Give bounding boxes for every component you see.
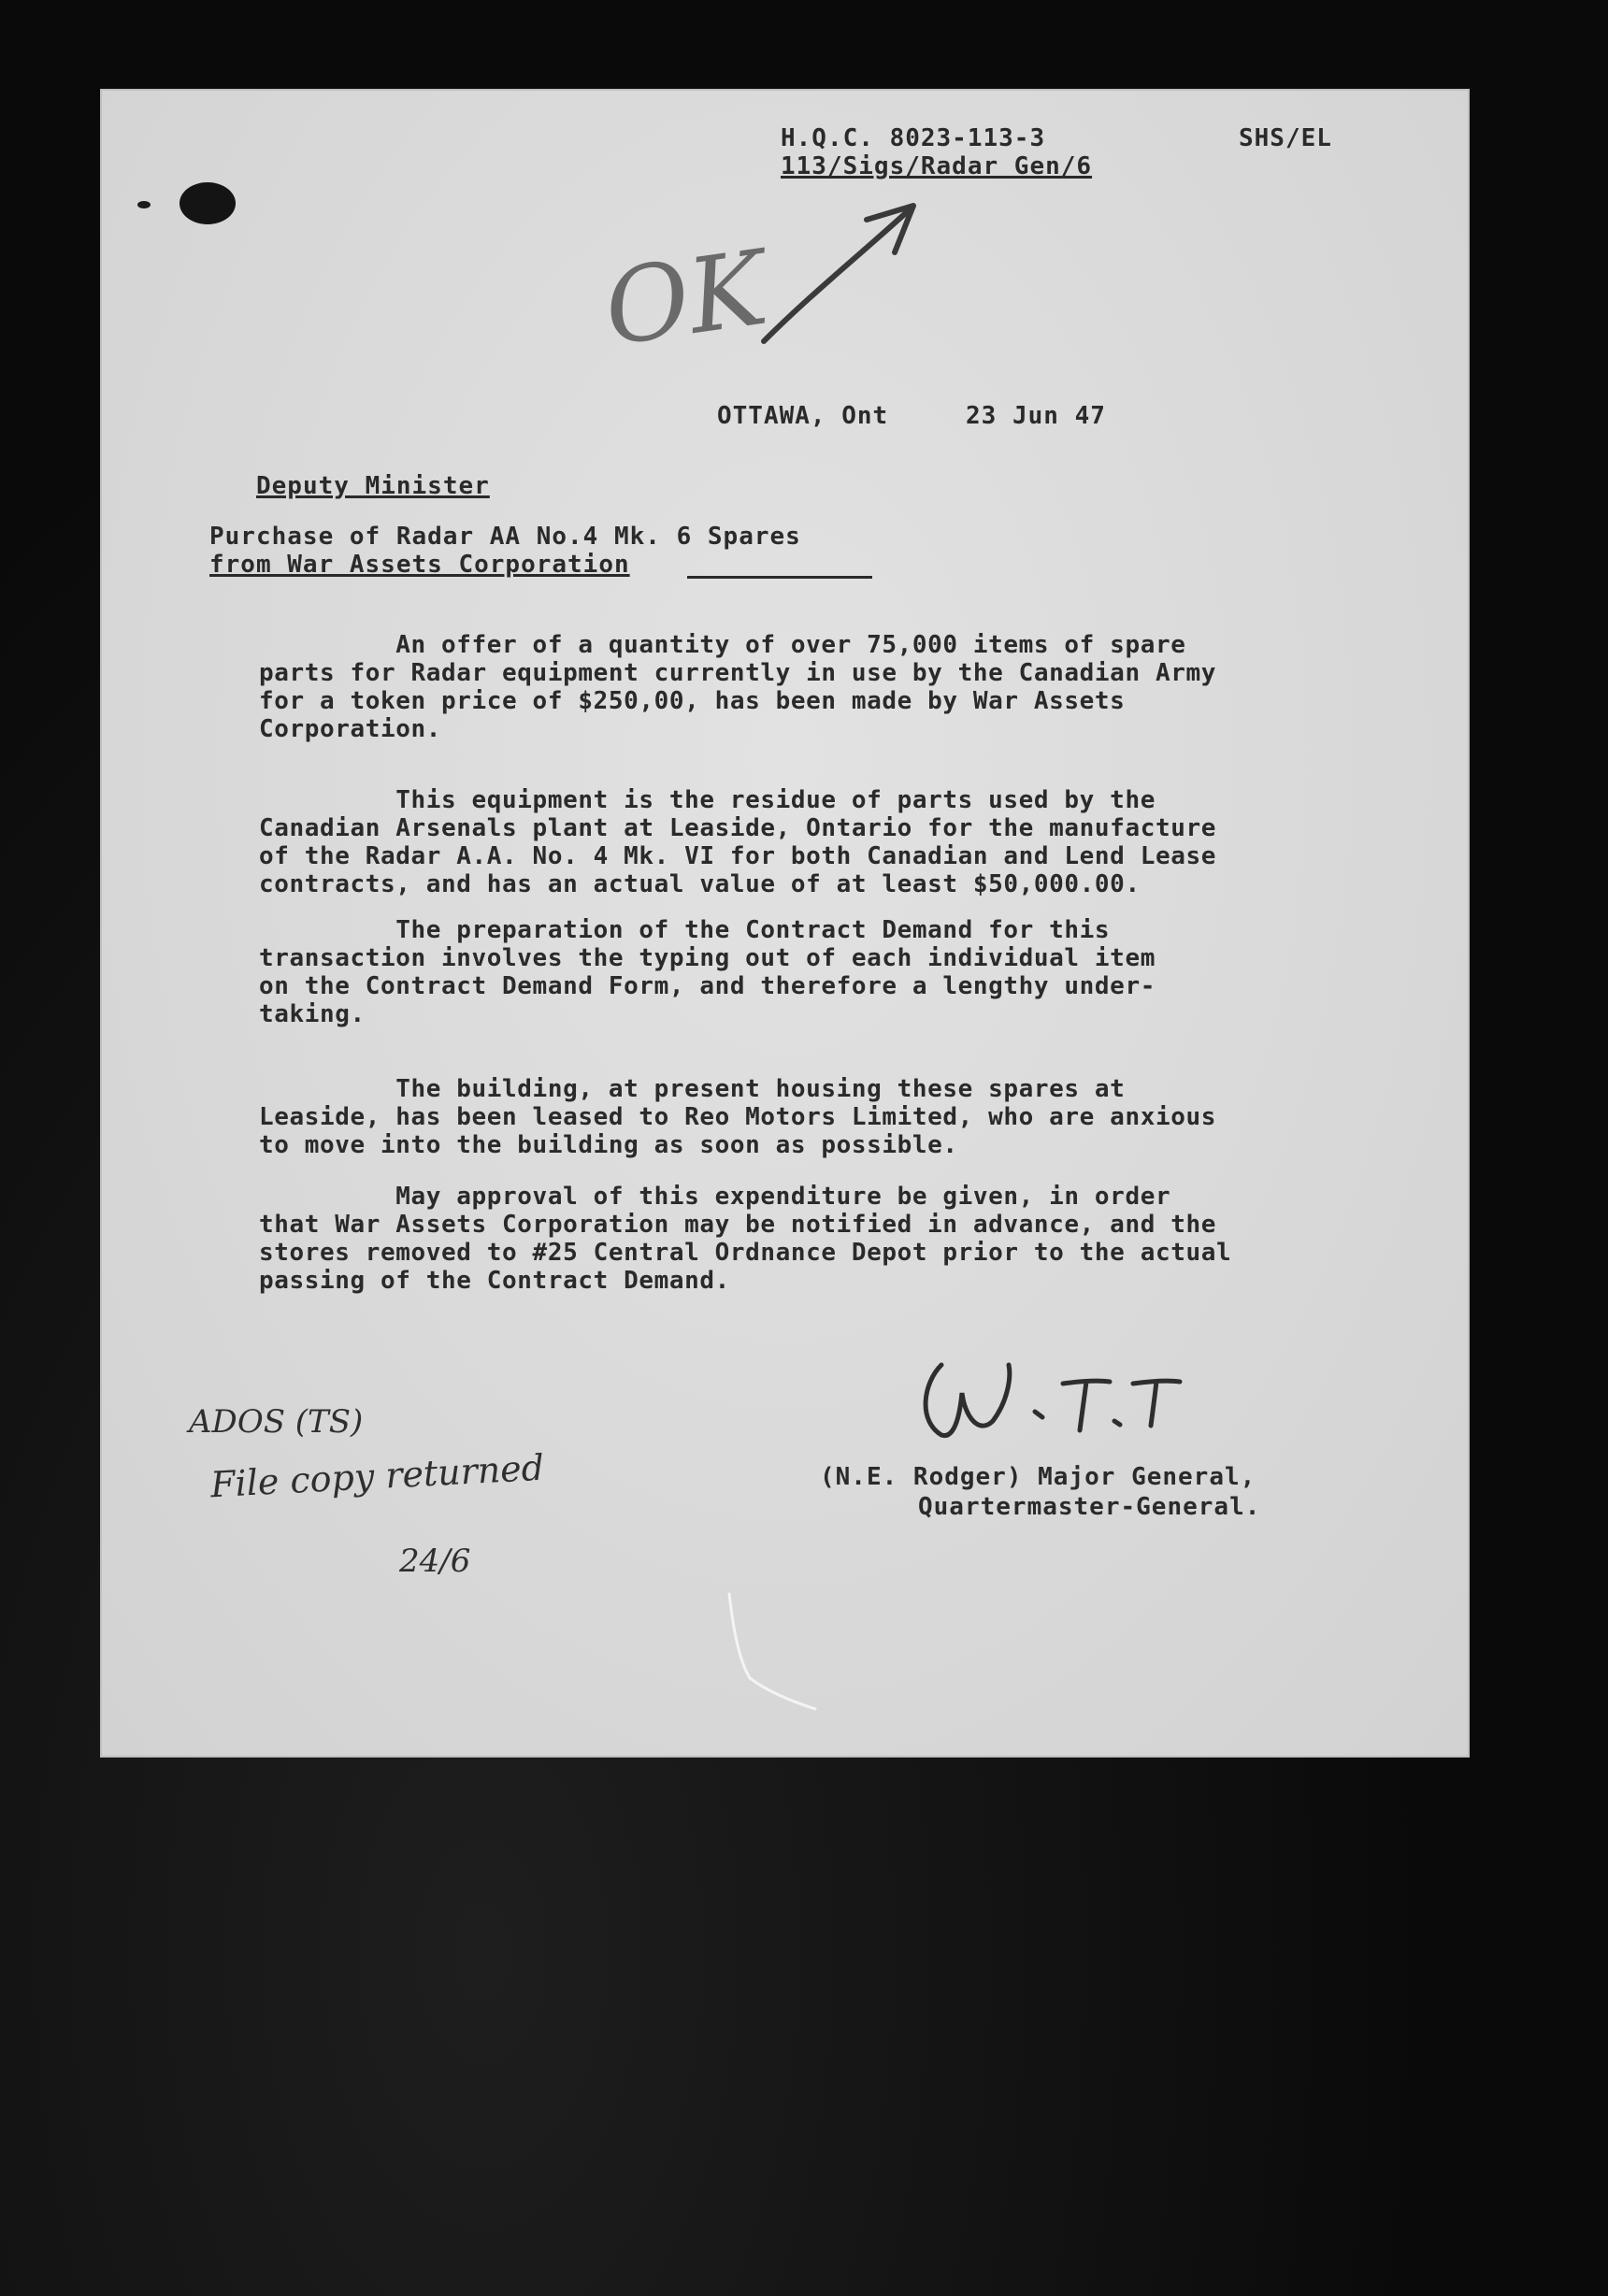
body-line: taking. [259,1000,366,1028]
body-line: that War Assets Corporation may be notified in advance, and the [259,1211,1216,1239]
subject-line-1: Purchase of Radar AA No.4 Mk. 6 Spares [209,523,801,551]
handwritten-note-routing: ADOS (TS) [189,1403,364,1441]
body-line: Corporation. [259,715,442,743]
body-paragraph-5 [259,1183,1428,1295]
signatory-title: Quartermaster-General. [918,1493,1261,1521]
body-line: on the Contract Demand Form, and therefore a lengthy under- [259,972,1156,1000]
body-paragraph-3 [259,916,1428,1028]
body-line: of the Radar A.A. No. 4 Mk. VI for both Canadian and Lend Lease [259,842,1216,870]
body-line: May approval of this expenditure be given, in order [259,1183,1171,1211]
scan-scratch-mark [722,1589,825,1711]
body-line: Leaside, has been leased to Reo Motors Limited, who are anxious [259,1103,1216,1131]
body-line: passing of the Contract Demand. [259,1267,730,1295]
file-reference-2: 113/Sigs/Radar Gen/6 [781,152,1093,180]
body-line: The preparation of the Contract Demand for this [259,916,1111,944]
subject-line-2: from War Assets Corporation [209,551,630,579]
body-line: The building, at present housing these spares at [259,1075,1126,1103]
body-line: This equipment is the residue of parts used by the [259,786,1156,814]
body-line: Canadian Arsenals plant at Leaside, Ontario for the manufacture [259,814,1216,842]
body-line: parts for Radar equipment currently in use by the Canadian Army [259,659,1216,687]
typist-initials: SHS/EL [1239,124,1332,152]
signatory-name: (N.E. Rodger) Major General, [820,1463,1256,1491]
dateline-date: 23 Jun 47 [966,402,1106,430]
handwritten-signature [904,1346,1213,1449]
body-line: to move into the building as soon as possible. [259,1131,958,1159]
handwritten-note-file: File copy returned [209,1446,546,1506]
body-line: contracts, and has an actual value of at least $50,000.00. [259,870,1141,898]
handwritten-note-date: 24/6 [399,1543,471,1580]
body-paragraph-2 [259,786,1428,898]
file-reference-1: H.Q.C. 8023-113-3 [781,124,1046,152]
subject-underline [687,576,872,579]
body-line: transaction involves the typing out of each individual item [259,944,1156,972]
handwritten-ok-mark: OK [596,227,774,369]
ink-blot [179,182,236,224]
handwritten-arrow [754,182,941,369]
body-paragraph-1 [259,631,1428,743]
body-line: stores removed to #25 Central Ordnance Depot prior to the actual [259,1239,1232,1267]
addressee: Deputy Minister [256,472,490,500]
dateline-place: OTTAWA, Ont [717,402,889,430]
ink-speck [137,201,151,208]
body-paragraph-4 [259,1075,1428,1159]
body-line: An offer of a quantity of over 75,000 items of spare [259,631,1186,659]
document-page [100,89,1470,1758]
body-line: for a token price of $250,00, has been made by War Assets [259,687,1126,715]
